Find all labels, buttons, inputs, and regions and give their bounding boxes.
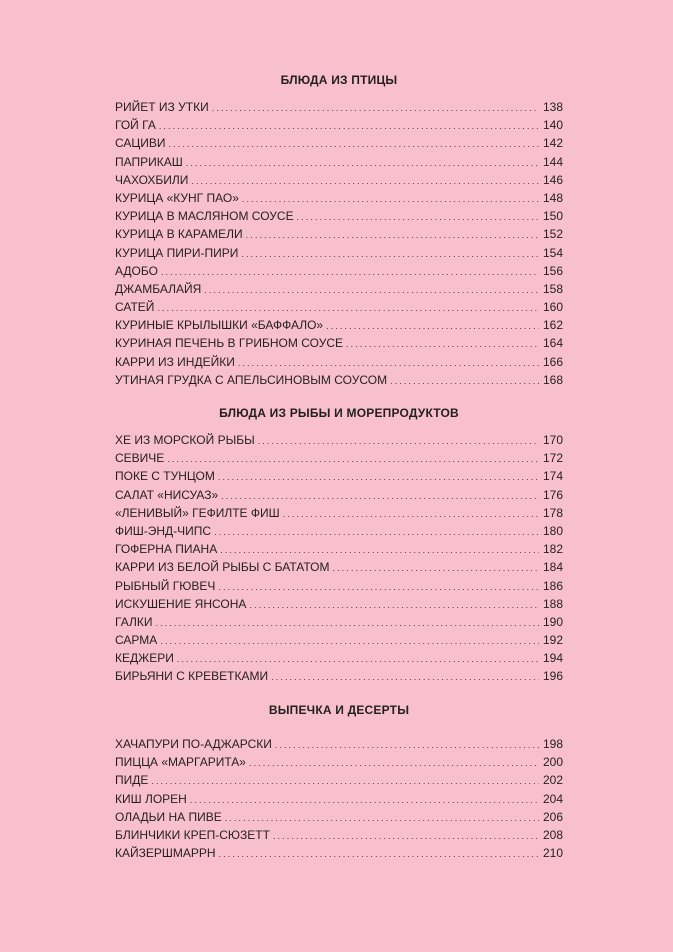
section-heading: БЛЮДА ИЗ ПТИЦЫ: [280, 73, 398, 87]
dot-leader: [326, 317, 539, 335]
page-number: 166: [542, 354, 563, 369]
page-number: 142: [542, 136, 563, 151]
toc-entry[interactable]: [115, 558, 563, 576]
page-number: 158: [542, 281, 563, 296]
entry-title: ПАПРИКАШ: [115, 154, 183, 169]
toc-entry[interactable]: [115, 826, 563, 844]
toc-entry[interactable]: [115, 577, 563, 595]
entry-title: САЦИВИ: [115, 136, 166, 151]
section-heading: БЛЮДА ИЗ РЫБЫ И МОРЕПРОДУКТОВ: [219, 406, 459, 420]
toc-entry[interactable]: [115, 631, 563, 649]
dot-leader: [177, 650, 539, 668]
page-number: 176: [542, 487, 563, 502]
page-number: 204: [542, 791, 563, 806]
entry-title: ГОФЕРНА ПИАНА: [115, 542, 218, 557]
page-number: 144: [542, 154, 563, 169]
entry-title: КУРИЦА В МАСЛЯНОМ СОУСЕ: [115, 209, 294, 224]
page-number: 200: [542, 755, 563, 770]
page-number: 146: [542, 172, 563, 187]
toc-entry[interactable]: [115, 244, 563, 262]
dot-leader: [258, 432, 539, 450]
page-number: 156: [542, 263, 563, 278]
dot-leader: [390, 372, 539, 390]
dot-leader: [273, 827, 539, 845]
toc-list: [115, 735, 563, 862]
entry-title: КАРРИ ИЗ БЕЛОЙ РЫБЫ С БАТАТОМ: [115, 560, 330, 575]
entry-title: САЛАТ «НИСУАЗ»: [115, 487, 219, 502]
dot-leader: [169, 135, 539, 153]
page-number: 182: [542, 542, 563, 557]
toc-entry[interactable]: [115, 649, 563, 667]
dot-leader: [151, 772, 539, 790]
dot-leader: [157, 299, 539, 317]
page-number: 138: [542, 100, 563, 114]
dot-leader: [159, 117, 539, 135]
toc-entry[interactable]: [115, 116, 563, 134]
page-number: 140: [542, 118, 563, 133]
entry-title: РЫБНЫЙ ГЮВЕЧ: [115, 578, 216, 593]
dot-leader: [219, 845, 539, 863]
entry-title: АДОБО: [115, 263, 158, 278]
toc-entry[interactable]: [115, 334, 563, 352]
toc-entry[interactable]: [115, 467, 563, 485]
entry-title: КУРИЦА ПИРИ-ПИРИ: [115, 245, 239, 260]
page-number: 208: [542, 827, 563, 842]
page-number: 188: [542, 596, 563, 611]
toc-entry[interactable]: [115, 189, 563, 207]
dot-leader: [241, 245, 539, 263]
entry-title: САТЕЙ: [115, 300, 155, 315]
toc-entry[interactable]: [115, 225, 563, 243]
entry-title: КУРИНАЯ ПЕЧЕНЬ В ГРИБНОМ СОУСЕ: [115, 336, 343, 351]
page-number: 174: [542, 469, 563, 484]
toc-entry[interactable]: [115, 371, 563, 389]
toc-entry[interactable]: [115, 207, 563, 225]
toc-entry[interactable]: [115, 298, 563, 316]
dot-leader: [212, 99, 539, 117]
entry-title: БИРЬЯНИ С КРЕВЕТКАМИ: [115, 669, 269, 684]
entry-title: КИШ ЛОРЕН: [115, 791, 187, 806]
entry-title: КАРРИ ИЗ ИНДЕЙКИ: [115, 354, 235, 369]
dot-leader: [283, 505, 539, 523]
entry-title: ГАЛКИ: [115, 614, 153, 629]
dot-leader: [214, 523, 539, 541]
page-number: 202: [542, 773, 563, 788]
dot-leader: [246, 226, 539, 244]
toc-entry[interactable]: [115, 613, 563, 631]
toc-entry[interactable]: [115, 98, 563, 116]
entry-title: ГОЙ ГА: [115, 118, 156, 133]
toc-entry[interactable]: [115, 353, 563, 371]
entry-title: ХЕ ИЗ МОРСКОЙ РЫБЫ: [115, 433, 255, 447]
page-number: 172: [542, 451, 563, 466]
toc-entry[interactable]: [115, 667, 563, 685]
page-number: 206: [542, 809, 563, 824]
entry-title: ХАЧАПУРИ ПО-АДЖАРСКИ: [115, 737, 272, 751]
entry-title: КУРИЦА «КУНГ ПАО»: [115, 190, 239, 205]
page-number: 198: [542, 737, 563, 751]
dot-leader: [204, 281, 539, 299]
toc-list: [115, 98, 563, 389]
page-number: 192: [542, 633, 563, 648]
entry-title: ПОКЕ С ТУНЦОМ: [115, 469, 215, 484]
dot-leader: [249, 754, 539, 772]
toc-entry[interactable]: [115, 504, 563, 522]
dot-leader: [225, 809, 539, 827]
entry-title: КАЙЗЕРШМАРРН: [115, 846, 216, 861]
page-number: 170: [542, 433, 563, 447]
toc-entry[interactable]: [115, 431, 563, 449]
section-poultry: [115, 70, 563, 389]
entry-title: КЕДЖЕРИ: [115, 651, 174, 666]
entry-title: ИСКУШЕНИЕ ЯНСОНА: [115, 596, 247, 611]
toc-entry[interactable]: [115, 595, 563, 613]
dot-leader: [190, 791, 539, 809]
page-number: 160: [542, 300, 563, 315]
page-number: 184: [542, 560, 563, 575]
toc-entry[interactable]: [115, 134, 563, 152]
toc-entry[interactable]: [115, 790, 563, 808]
dot-leader: [249, 596, 539, 614]
page-number: 168: [542, 372, 563, 387]
dot-leader: [161, 263, 539, 281]
dot-leader: [160, 632, 539, 650]
toc-entry[interactable]: [115, 280, 563, 298]
entry-title: УТИНАЯ ГРУДКА С АПЕЛЬСИНОВЫМ СОУСОМ: [115, 372, 388, 387]
section-baking-desserts: [115, 700, 563, 862]
page-number: 150: [542, 209, 563, 224]
page-number: 178: [542, 505, 563, 520]
entry-title: БЛИНЧИКИ КРЕП-СЮЗЕТТ: [115, 827, 270, 842]
dot-leader: [167, 450, 539, 468]
entry-title: ПИДЕ: [115, 773, 149, 788]
entry-title: СЕВИЧЕ: [115, 451, 165, 466]
page-number: 152: [542, 227, 563, 242]
page-number: 194: [542, 651, 563, 666]
toc-entry[interactable]: [115, 449, 563, 467]
toc-entry[interactable]: [115, 316, 563, 334]
entry-title: САРМА: [115, 633, 158, 648]
entry-title: ОЛАДЬИ НА ПИВЕ: [115, 809, 222, 824]
dot-leader: [220, 541, 539, 559]
entry-title: ПИЦЦА «МАРГАРИТА»: [115, 755, 246, 770]
toc-entry[interactable]: [115, 540, 563, 558]
entry-title: КУРИНЫЕ КРЫЛЫШКИ «БАФФАЛО»: [115, 318, 324, 333]
dot-leader: [297, 208, 539, 226]
page-number: 210: [542, 846, 563, 861]
page-number: 180: [542, 523, 563, 538]
dot-leader: [218, 578, 539, 596]
toc-entry[interactable]: [115, 844, 563, 862]
entry-title: ФИШ-ЭНД-ЧИПС: [115, 523, 212, 538]
page-number: 186: [542, 578, 563, 593]
toc-entry[interactable]: [115, 735, 563, 753]
dot-leader: [238, 354, 539, 372]
toc-list: [115, 431, 563, 686]
toc-entry[interactable]: [115, 808, 563, 826]
toc-entry[interactable]: [115, 171, 563, 189]
toc-entry[interactable]: [115, 262, 563, 280]
page-number: 162: [542, 318, 563, 333]
toc-entry[interactable]: [115, 771, 563, 789]
page-number: 154: [542, 245, 563, 260]
dot-leader: [221, 487, 539, 505]
entry-title: РИЙЕТ ИЗ УТКИ: [115, 100, 209, 114]
section-heading: ВЫПЕЧКА И ДЕСЕРТЫ: [268, 703, 410, 717]
page-number: 164: [542, 336, 563, 351]
dot-leader: [346, 335, 539, 353]
dot-leader: [275, 736, 539, 754]
dot-leader: [271, 668, 539, 686]
toc-entry[interactable]: [115, 522, 563, 540]
dot-leader: [218, 468, 539, 486]
dot-leader: [155, 614, 539, 632]
dot-leader: [186, 154, 539, 172]
page-number: 196: [542, 669, 563, 684]
dot-leader: [191, 172, 539, 190]
toc-entry[interactable]: [115, 753, 563, 771]
entry-title: КУРИЦА В КАРАМЕЛИ: [115, 227, 243, 242]
page-number: 148: [542, 190, 563, 205]
section-fish-seafood: [115, 403, 563, 686]
page-number: 190: [542, 614, 563, 629]
entry-title: «ЛЕНИВЫЙ» ГЕФИЛТЕ ФИШ: [115, 505, 280, 520]
toc-entry[interactable]: [115, 486, 563, 504]
entry-title: ДЖАМБАЛАЙЯ: [115, 281, 202, 296]
dot-leader: [242, 190, 539, 208]
entry-title: ЧАХОХБИЛИ: [115, 172, 189, 187]
dot-leader: [332, 559, 538, 577]
toc-entry[interactable]: [115, 153, 563, 171]
